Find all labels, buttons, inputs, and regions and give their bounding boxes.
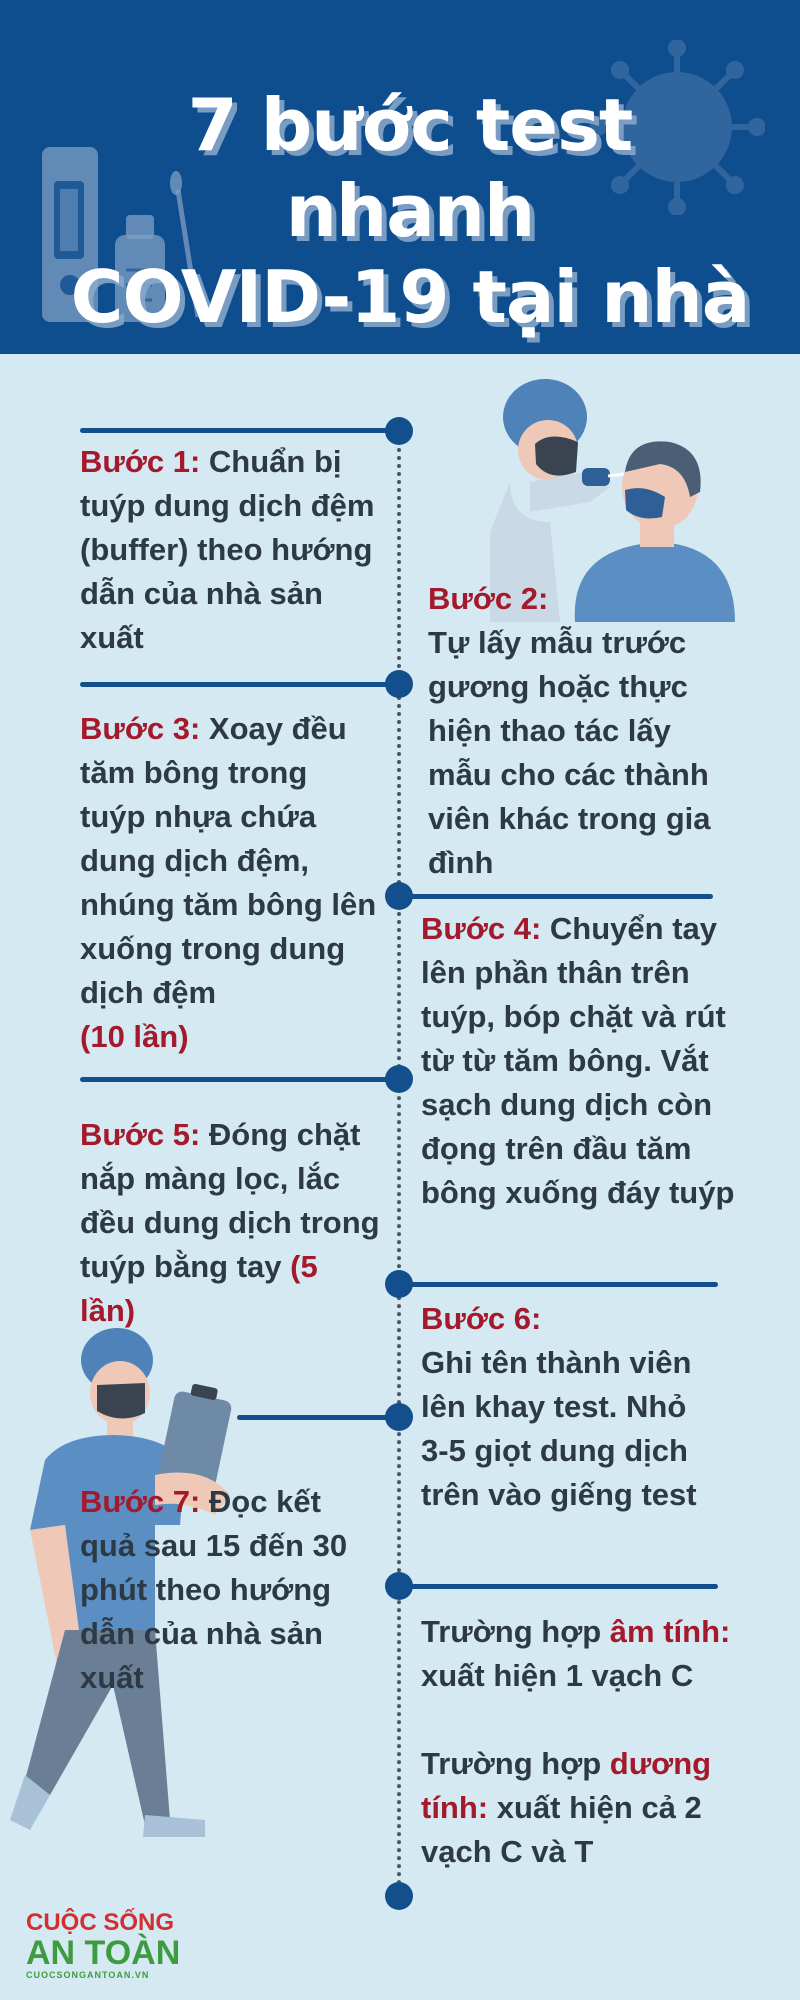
timeline-connector-5: [400, 1282, 718, 1287]
timeline-connector-6: [237, 1415, 400, 1420]
step-3-highlight: (10 lần): [80, 1019, 189, 1054]
step-6: [421, 1297, 721, 1517]
timeline-dot-end: [385, 1882, 413, 1910]
step-6-label: Bước 6:: [421, 1301, 542, 1336]
step-1: [80, 440, 380, 660]
result-negative-text: xuất hiện 1 vạch C: [421, 1658, 694, 1693]
step-4-label: Bước 4:: [421, 911, 542, 946]
step-1-label: Bước 1:: [80, 444, 201, 479]
step-5-label: Bước 5:: [80, 1117, 201, 1152]
timeline-dot-7: [385, 1572, 413, 1600]
result-positive-prefix: Trường hợp: [421, 1746, 610, 1781]
step-2-label: Bước 2:: [428, 581, 549, 616]
step-4: [421, 907, 741, 1215]
timeline-connector-2: [80, 682, 400, 687]
page-title: [60, 82, 760, 340]
timeline-connector-3: [400, 894, 713, 899]
step-3-text: Xoay đều tăm bông trong tuýp nhựa chứa dung dịch đệm, nhúng tăm bông lên xuống trong dung dịch đệm: [80, 711, 377, 1010]
step-5-text: Đóng chặt nắp màng lọc, lắc đều dung dịch trong tuýp bằng tay: [80, 1117, 380, 1284]
step-3-label: Bước 3:: [80, 711, 201, 746]
result-negative-label: âm tính:: [609, 1614, 731, 1649]
step-6-text: Ghi tên thành viên lên khay test. Nhỏ 3-5 giọt dung dịch trên vào giếng test: [421, 1345, 697, 1512]
timeline-connector-1: [80, 428, 400, 433]
step-1-text: Chuẩn bị tuýp dung dịch đệm (buffer) theo hướng dẫn của nhà sản xuất: [80, 444, 375, 655]
result-positive-text: xuất hiện cả 2 vạch C và T: [421, 1790, 702, 1869]
result-positive: [421, 1742, 741, 1874]
step-5-highlight: (5 lần): [80, 1249, 318, 1328]
step-2: [428, 577, 728, 885]
timeline-dot-3: [385, 882, 413, 910]
result-negative: [421, 1610, 761, 1698]
step-4-text: Chuyển tay lên phần thân trên tuýp, bóp chặt và rút từ từ tăm bông. Vắt sạch dung dịch còn đọng trên đầu tăm bông xuống đáy tuýp: [421, 911, 735, 1210]
step-2-text: Tự lấy mẫu trước gương hoặc thực hiện thao tác lấy mẫu cho các thành viên khác trong gia đình: [428, 625, 711, 880]
title-line-1: 7 bước test nhanh: [187, 83, 633, 253]
timeline-dot-2: [385, 670, 413, 698]
logo-line-1: CUỘC SỐNG: [26, 1909, 175, 1936]
timeline-connector-4: [80, 1077, 400, 1082]
timeline-dot-6: [385, 1403, 413, 1431]
title-line-2: COVID-19 tại nhà: [70, 255, 750, 339]
logo-line-2: AN TOÀN: [26, 1934, 181, 1972]
timeline-connector-7: [400, 1584, 718, 1589]
result-positive-label: dương tính:: [421, 1746, 712, 1825]
step-7-text: Đọc kết quả sau 15 đến 30 phút theo hướng dẫn của nhà sản xuất: [80, 1484, 348, 1695]
timeline-dot-1: [385, 417, 413, 445]
step-5: [80, 1113, 380, 1333]
timeline-dot-5: [385, 1270, 413, 1298]
step-7: [80, 1480, 370, 1700]
logo-line-3: CUOCSONGANTOAN.VN: [26, 1970, 150, 1980]
result-negative-prefix: Trường hợp: [421, 1614, 610, 1649]
step-3: [80, 707, 380, 1059]
step-7-label: Bước 7:: [80, 1484, 201, 1519]
timeline-line: [397, 432, 401, 1902]
brand-logo: [26, 1910, 180, 1980]
timeline-dot-4: [385, 1065, 413, 1093]
header-banner: [0, 0, 800, 354]
